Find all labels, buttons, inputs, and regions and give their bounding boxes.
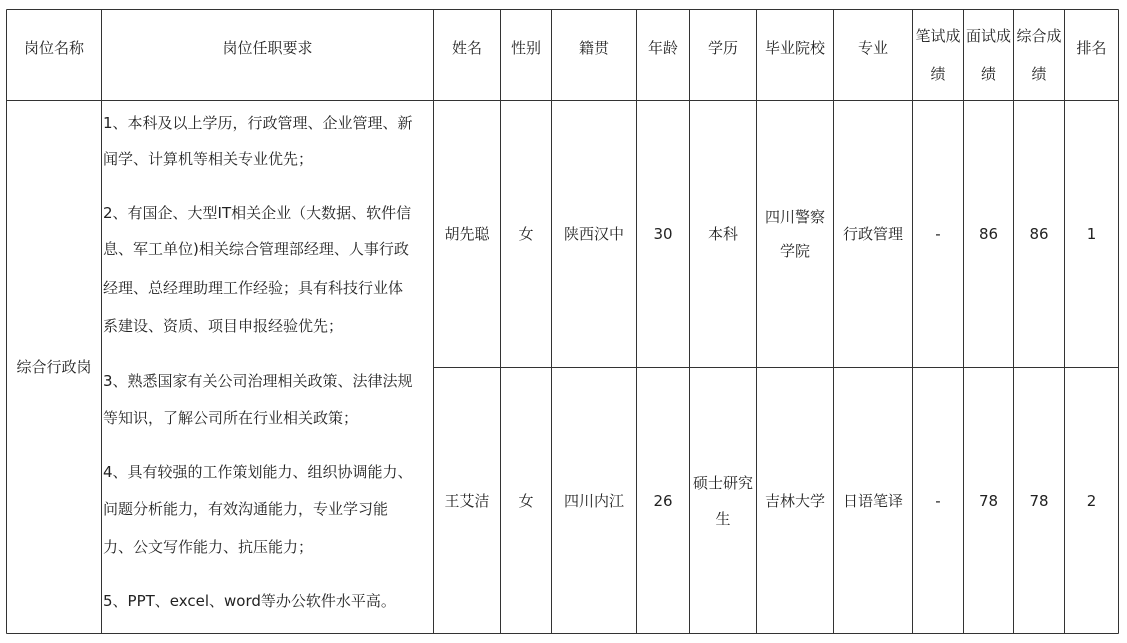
candidate-written-score: -: [935, 491, 941, 510]
position-name-cell: 综合行政岗: [16, 358, 92, 376]
requirement-line: 1、本科及以上学历，行政管理、企业管理、新: [103, 114, 413, 132]
header-rank: 排名: [1076, 39, 1107, 57]
header-interview-line2: 绩: [980, 65, 996, 83]
requirement-line: 闻学、计算机等相关专业优先；: [103, 150, 314, 168]
header-written-line2: 绩: [930, 65, 946, 83]
candidate-age: 30: [653, 225, 673, 243]
candidate-school: [757, 101, 833, 367]
requirement-line: 息、军工单位)相关综合管理部经理、人事行政: [103, 240, 409, 258]
requirement-line: 系建设、资质、项目申报经验优先；: [103, 317, 344, 335]
requirement-line: 问题分析能力，有效沟通能力，专业学习能: [103, 500, 389, 518]
candidate-total-score: 78: [1029, 491, 1049, 510]
requirement-line: 4、具有较强的工作策划能力、组织协调能力、: [103, 463, 413, 481]
candidate-school: 吉林大学: [764, 491, 825, 510]
header-name: 姓名: [451, 39, 482, 57]
header-education: 学历: [707, 39, 738, 57]
header-major: 专业: [857, 39, 888, 57]
requirement-line: 2、有国企、大型IT相关企业（大数据、软件信: [103, 204, 412, 222]
candidate-origin: 陕西汉中: [563, 225, 624, 243]
header-total-score: [1014, 10, 1064, 100]
header-school: 毕业院校: [764, 39, 825, 57]
requirement-line: 5、PPT、excel、word等办公软件水平高。: [103, 592, 396, 610]
header-total-line1: 综合成: [1016, 27, 1062, 45]
candidate-education-line2: 生: [715, 509, 731, 528]
candidate-education: [690, 368, 756, 633]
candidate-major: 日语笔译: [842, 491, 903, 510]
requirement-line: 力、公文写作能力、抗压能力；: [103, 538, 314, 556]
header-total-line2: 绩: [1031, 65, 1047, 83]
candidate-education: 本科: [707, 225, 738, 243]
candidate-interview-score: 86: [978, 225, 999, 243]
header-position: 岗位名称: [23, 39, 84, 57]
candidate-origin: 四川内江: [563, 491, 624, 510]
header-origin: 籍贯: [578, 39, 609, 57]
candidate-rank: 1: [1086, 225, 1097, 243]
header-gender: 性别: [510, 39, 541, 57]
candidate-age: 26: [653, 491, 673, 510]
requirement-line: 3、熟悉国家有关公司治理相关政策、法律法规: [103, 372, 413, 390]
header-written-line1: 笔试成: [915, 27, 961, 45]
candidate-written-score: -: [935, 225, 941, 243]
candidate-name: 王艾洁: [444, 491, 490, 510]
candidate-education-line1: 硕士研究: [692, 473, 753, 492]
candidate-total-score: 86: [1029, 225, 1049, 243]
requirement-line: 经理、总经理助理工作经验；具有科技行业体: [103, 279, 404, 297]
header-requirements: 岗位任职要求: [222, 39, 313, 57]
candidate-school-line1: 四川警察: [764, 208, 825, 226]
candidate-interview-score: 78: [978, 491, 999, 510]
requirement-line: 等知识，了解公司所在行业相关政策；: [103, 409, 359, 427]
candidate-school-line2: 学院: [779, 242, 810, 260]
header-written-score: [913, 10, 963, 100]
candidate-major: 行政管理: [842, 225, 903, 243]
header-interview-score: [964, 10, 1013, 100]
candidate-gender: 女: [518, 491, 534, 510]
candidate-name: 胡先聪: [444, 225, 490, 243]
candidate-rank: 2: [1086, 491, 1097, 510]
header-age: 年龄: [647, 39, 678, 57]
header-interview-line1: 面试成: [965, 27, 1011, 45]
candidate-gender: 女: [518, 225, 534, 243]
